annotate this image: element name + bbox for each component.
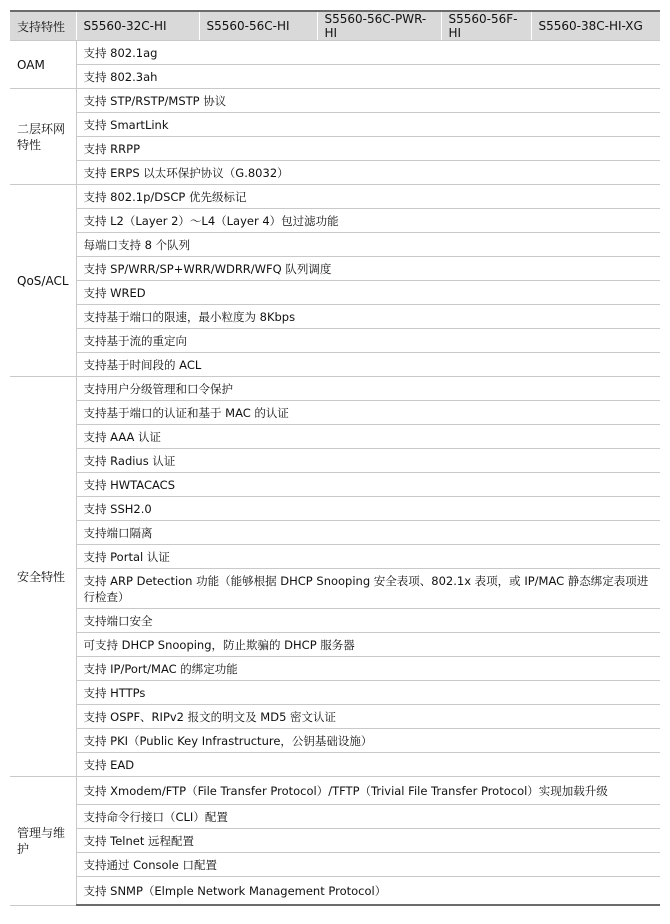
table-row (10, 137, 660, 161)
feature-cell: 可支持 DHCP Snooping，防止欺骗的 DHCP 服务器 (76, 633, 660, 657)
table-row (10, 425, 660, 449)
feature-cell: 支持 OSPF、RIPv2 报文的明文及 MD5 密文认证 (76, 705, 660, 729)
table-row (10, 777, 660, 805)
table-row (10, 185, 660, 209)
table-row (10, 729, 660, 753)
table-row (10, 353, 660, 377)
feature-cell: 支持用户分级管理和口令保护 (76, 377, 660, 401)
table-row (10, 545, 660, 569)
feature-cell: 支持 PKI（Public Key Infrastructure，公钥基础设施） (76, 729, 660, 753)
feature-cell: 支持基于端口的限速，最小粒度为 8Kbps (76, 305, 660, 329)
table-row (10, 705, 660, 729)
table-row (10, 89, 660, 113)
table-row (10, 753, 660, 777)
table-row (10, 877, 660, 906)
table-row (10, 161, 660, 185)
category-cell: QoS/ACL (10, 185, 76, 377)
table-row (10, 497, 660, 521)
feature-cell: 支持 SP/WRR/SP+WRR/WDRR/WFQ 队列调度 (76, 257, 660, 281)
feature-cell: 支持 HWTACACS (76, 473, 660, 497)
feature-cell: 支持基于时间段的 ACL (76, 353, 660, 377)
feature-cell: 支持 802.3ah (76, 65, 660, 89)
table-row (10, 829, 660, 853)
feature-cell: 支持 SSH2.0 (76, 497, 660, 521)
table-row (10, 233, 660, 257)
feature-cell: 支持 802.1p/DSCP 优先级标记 (76, 185, 660, 209)
table-row (10, 805, 660, 829)
feature-cell: 支持 Telnet 远程配置 (76, 829, 660, 853)
table-row (10, 113, 660, 137)
feature-spec-table (10, 10, 660, 906)
table-row (10, 257, 660, 281)
feature-cell: 支持 IP/Port/MAC 的绑定功能 (76, 657, 660, 681)
table-row (10, 681, 660, 705)
feature-cell: 支持 HTTPs (76, 681, 660, 705)
header-model-2: S5560-56C-HI (199, 11, 317, 41)
category-cell: 二层环网特性 (10, 89, 76, 185)
table-row (10, 853, 660, 877)
feature-cell: 支持通过 Console 口配置 (76, 853, 660, 877)
table-row (10, 41, 660, 65)
header-feature: 支持特性 (10, 11, 76, 41)
table-row (10, 521, 660, 545)
category-cell: OAM (10, 41, 76, 89)
table-row (10, 473, 660, 497)
table-row (10, 449, 660, 473)
feature-cell: 支持端口安全 (76, 609, 660, 633)
table-row (10, 65, 660, 89)
feature-cell: 支持基于流的重定向 (76, 329, 660, 353)
feature-cell: 支持 EAD (76, 753, 660, 777)
category-cell: 安全特性 (10, 377, 76, 777)
feature-cell: 支持命令行接口（CLI）配置 (76, 805, 660, 829)
table-row (10, 609, 660, 633)
table-row (10, 305, 660, 329)
table-row (10, 281, 660, 305)
table-row (10, 569, 660, 609)
feature-cell: 支持 STP/RSTP/MSTP 协议 (76, 89, 660, 113)
table-row (10, 377, 660, 401)
feature-cell: 支持 ERPS 以太环保护协议（G.8032） (76, 161, 660, 185)
feature-cell: 支持 802.1ag (76, 41, 660, 65)
feature-cell: 支持 L2（Layer 2）～L4（Layer 4）包过滤功能 (76, 209, 660, 233)
feature-cell: 每端口支持 8 个队列 (76, 233, 660, 257)
feature-cell: 支持端口隔离 (76, 521, 660, 545)
feature-cell: 支持 Portal 认证 (76, 545, 660, 569)
table-row (10, 401, 660, 425)
feature-cell: 支持 RRPP (76, 137, 660, 161)
feature-cell: 支持 Xmodem/FTP（File Transfer Protocol）/TFTP（Trivial File Transfer Protocol）实现加载升级 (76, 777, 660, 805)
category-cell: 管理与维护 (10, 777, 76, 906)
feature-cell: 支持 ARP Detection 功能（能够根据 DHCP Snooping 安全表项、802.1x 表项，或 IP/MAC 静态绑定表项进行检查） (76, 569, 660, 609)
table-row (10, 657, 660, 681)
feature-cell: 支持 WRED (76, 281, 660, 305)
feature-cell: 支持 Radius 认证 (76, 449, 660, 473)
header-model-4: S5560-56F-HI (441, 11, 531, 41)
table-header-row (10, 11, 660, 41)
header-model-1: S5560-32C-HI (76, 11, 199, 41)
table-row (10, 209, 660, 233)
feature-cell: 支持 SNMP（Elmple Network Management Protocol） (76, 877, 660, 906)
feature-cell: 支持基于端口的认证和基于 MAC 的认证 (76, 401, 660, 425)
header-model-3: S5560-56C-PWR-HI (317, 11, 441, 41)
feature-cell: 支持 SmartLink (76, 113, 660, 137)
header-model-5: S5560-38C-HI-XG (531, 11, 660, 41)
feature-cell: 支持 AAA 认证 (76, 425, 660, 449)
table-row (10, 329, 660, 353)
table-row (10, 633, 660, 657)
